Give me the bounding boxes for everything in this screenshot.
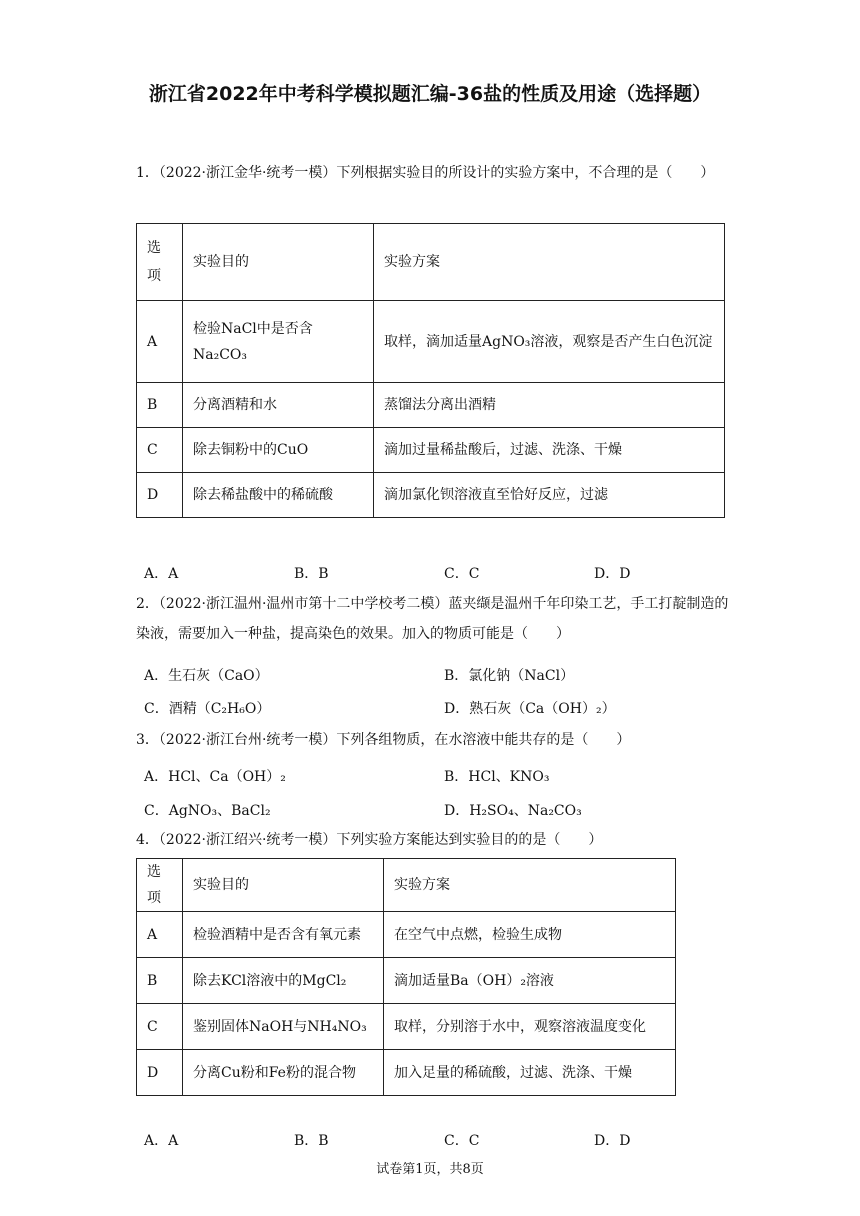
table-cell-plan: 滴加氯化钡溶液直至恰好反应，过滤	[374, 473, 725, 518]
table-cell-plan: 在空气中点燃，检验生成物	[384, 912, 676, 958]
question-3-stem: 3．（2022·浙江台州·统考一模）下列各组物质，在水溶液中能共存的是（ ）	[136, 732, 631, 748]
question-4-stem: 4．（2022·浙江绍兴·统考一模）下列实验方案能达到实验目的的是（ ）	[136, 832, 603, 848]
table-row	[137, 428, 725, 473]
option-b[interactable]: B．氯化钠（NaCl）	[444, 668, 575, 684]
table-row	[137, 912, 676, 958]
table-cell-option: A	[137, 912, 183, 958]
question-1-table	[136, 223, 725, 518]
table-cell-plan: 滴加适量Ba（OH）₂溶液	[384, 958, 676, 1004]
option-c[interactable]: C．酒精（C₂H₆O）	[144, 701, 271, 717]
table-row	[137, 473, 725, 518]
table-cell-option: A	[137, 301, 183, 383]
table-header-purpose: 实验目的	[183, 224, 374, 301]
table-header-purpose: 实验目的	[183, 859, 384, 912]
table-cell-purpose: 除去稀盐酸中的稀硫酸	[183, 473, 374, 518]
option-c[interactable]: C．AgNO₃、BaCl₂	[144, 803, 271, 819]
question-2-options-row-2	[136, 698, 736, 722]
option-b[interactable]: B．B	[294, 566, 329, 582]
table-cell-plan: 滴加过量稀盐酸后，过滤、洗涤、干燥	[374, 428, 725, 473]
question-1-stem: 1．（2022·浙江金华·统考一模）下列根据实验目的所设计的实验方案中，不合理的是（ ）	[136, 165, 715, 181]
option-a[interactable]: A．生石灰（CaO）	[144, 668, 269, 684]
table-cell-option: B	[137, 958, 183, 1004]
table-cell-purpose: 分离酒精和水	[183, 383, 374, 428]
option-b[interactable]: B．HCl、KNO₃	[444, 769, 550, 785]
table-header-option: 选项	[137, 224, 183, 301]
option-a[interactable]: A．HCl、Ca（OH）₂	[144, 769, 286, 785]
question-1-options	[136, 563, 736, 587]
table-cell-option: B	[137, 383, 183, 428]
table-cell-option: C	[137, 428, 183, 473]
option-d[interactable]: D．D	[594, 566, 631, 582]
table-row	[137, 301, 725, 383]
option-b[interactable]: B．B	[294, 1133, 329, 1149]
table-cell-option: C	[137, 1004, 183, 1050]
option-d[interactable]: D．H₂SO₄、Na₂CO₃	[444, 803, 582, 819]
page-footer: 试卷第1页，共8页	[376, 1162, 484, 1177]
question-3-options-row-2	[136, 800, 736, 824]
table-row	[137, 958, 676, 1004]
option-c[interactable]: C．C	[444, 566, 480, 582]
table-cell-purpose: 检验酒精中是否含有氧元素	[183, 912, 384, 958]
table-row	[137, 1004, 676, 1050]
table-cell-purpose: 除去KCl溶液中的MgCl₂	[183, 958, 384, 1004]
table-row	[137, 1050, 676, 1096]
option-c[interactable]: C．C	[444, 1133, 480, 1149]
question-3-options-row-1	[136, 766, 736, 790]
option-a[interactable]: A．A	[144, 1133, 179, 1149]
option-a[interactable]: A．A	[144, 566, 179, 582]
option-d[interactable]: D．D	[594, 1133, 631, 1149]
table-cell-purpose: 检验NaCl中是否含Na₂CO₃	[183, 301, 374, 383]
question-2-stem: 2．（2022·浙江温州·温州市第十二中学校考二模）蓝夹缬是温州千年印染工艺，手工打靛制造的染液，需要加入一种盐，提高染色的效果。加入的物质可能是（ ）	[136, 596, 729, 642]
table-cell-plan: 取样，滴加适量AgNO₃溶液，观察是否产生白色沉淀	[374, 301, 725, 383]
option-d[interactable]: D．熟石灰（Ca（OH）₂）	[444, 701, 616, 717]
document-title: 浙江省2022年中考科学模拟题汇编-36盐的性质及用途（选择题）	[148, 83, 712, 105]
question-4-options	[136, 1130, 736, 1154]
table-cell-purpose: 分离Cu粉和Fe粉的混合物	[183, 1050, 384, 1096]
table-cell-option: D	[137, 1050, 183, 1096]
question-2-options-row-1	[136, 665, 736, 689]
question-4-table	[136, 858, 676, 1096]
table-header-plan: 实验方案	[384, 859, 676, 912]
table-cell-plan: 取样，分别溶于水中，观察溶液温度变化	[384, 1004, 676, 1050]
table-header-plan: 实验方案	[374, 224, 725, 301]
table-cell-plan: 蒸馏法分离出酒精	[374, 383, 725, 428]
table-cell-purpose: 除去铜粉中的CuO	[183, 428, 374, 473]
table-cell-purpose: 鉴别固体NaOH与NH₄NO₃	[183, 1004, 384, 1050]
table-row	[137, 383, 725, 428]
table-cell-option: D	[137, 473, 183, 518]
table-cell-plan: 加入足量的稀硫酸，过滤、洗涤、干燥	[384, 1050, 676, 1096]
table-header-option: 选项	[137, 859, 183, 912]
